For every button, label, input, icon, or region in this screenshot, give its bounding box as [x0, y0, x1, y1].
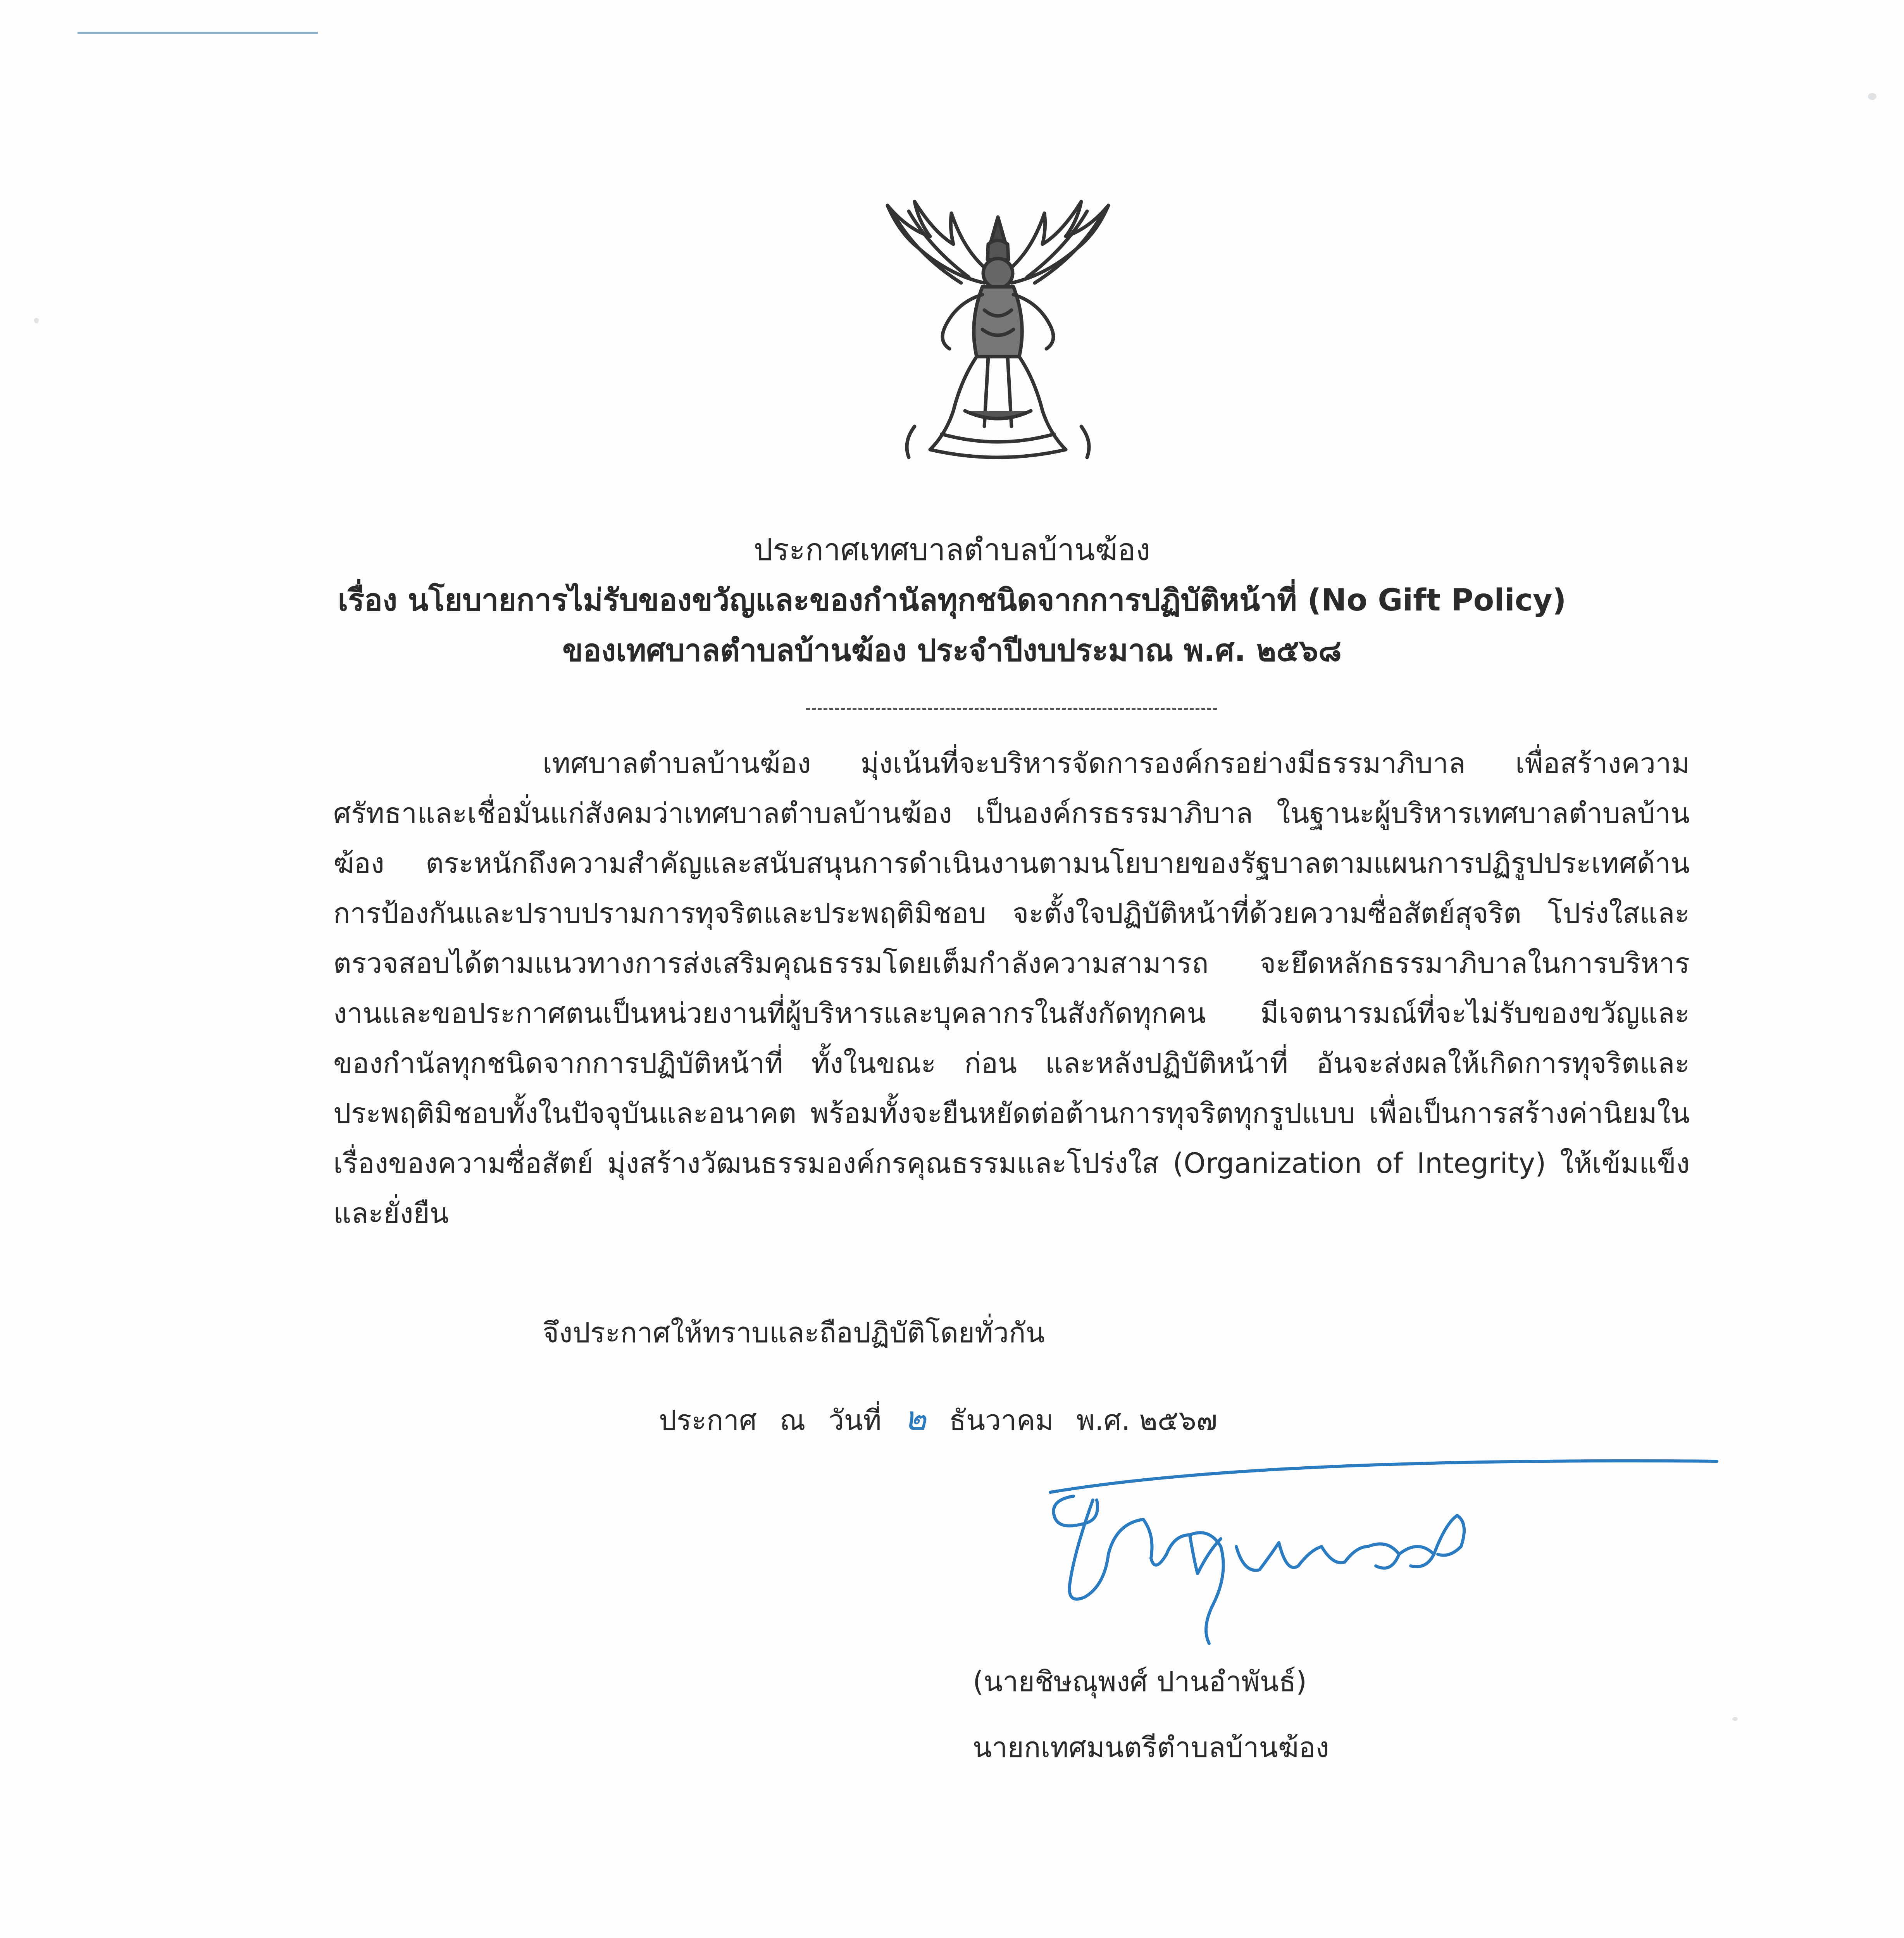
garuda-emblem-icon	[872, 194, 1124, 473]
body-paragraph: เทศบาลตำบลบ้านฆ้อง มุ่งเน้นที่จะบริหารจัดการองค์กรอย่างมีธรรมาภิบาล เพื่อสร้างความศรัทธาและเชื่อมั่นแก่สังคมว่าเทศบาลตำบลบ้านฆ้อง เป็นองค์กรธรรมาภิบาล ในฐานะผู้บริหารเทศบาลตำบลบ้านฆ้อง ตระหนักถึงความสำคัญและสนับสนุนการดำเนินงานตามนโยบายของรัฐบาลตามแผนการปฏิรูปประเทศด้านการป้องกันและปราบปรามการทุจริตและประพฤติมิชอบ จะตั้งใจปฏิบัติหน้าที่ด้วยความซื่อสัตย์สุจริต โปร่งใสและตรวจสอบได้ตามแนวทางการส่งเสริมคุณธรรมโดยเต็มกำลังความสามารถ จะยึดหลักธรรมาภิบาลในการบริหารงานและขอประกาศตนเป็นหน่วยงานที่ผู้บริหารและบุคลากรในสังกัดทุกคน มีเจตนารมณ์ที่จะไม่รับของขวัญและของกำนัลทุกชนิดจากการปฏิบัติหน้าที่ ทั้งในขณะ ก่อน และหลังปฏิบัติหน้าที่ อันจะส่งผลให้เกิดการทุจริตและประพฤติมิชอบทั้งในปัจจุบันและอนาคต พร้อมทั้งจะยืนหยัดต่อต้านการทุจริตทุกรูปแบบ เพื่อเป็นการสร้างค่านิยมในเรื่องของความซื่อสัตย์ มุ่งสร้างวัฒนธรรมองค์กรคุณธรรมและโปร่งใส (Organization of Integrity) ให้เข้มแข็งและยั่งยืน	[333, 747, 1690, 1229]
handwritten-signature	[1027, 1457, 1725, 1674]
date-month: ธันวาคม	[949, 1404, 1054, 1436]
closing-statement: จึงประกาศให้ทราบและถือปฏิบัติโดยทั่วกัน	[543, 1316, 1045, 1349]
document-issuer: ประกาศเทศบาลตำบลบ้านฆ้อง	[753, 533, 1151, 567]
date-year: พ.ศ. ๒๕๖๗	[1076, 1404, 1218, 1436]
date-day-label: วันที่	[828, 1404, 882, 1436]
signatory-title: นายกเทศมนตรีตำบลบ้านฆ้อง	[973, 1731, 1329, 1764]
date-prefix: ประกาศ	[659, 1404, 757, 1436]
signatory-name: (นายชิษณุพงศ์ ปานอำพันธ์)	[973, 1665, 1307, 1698]
scan-speck	[1732, 1717, 1738, 1721]
announcement-date	[659, 1391, 1231, 1445]
document-subject: เรื่อง นโยบายการไม่รับของขวัญและของกำนัลทุกชนิดจากการปฏิบัติหน้าที่ (No Gift Policy)	[338, 583, 1566, 618]
scan-speck	[1868, 93, 1876, 100]
date-at: ณ	[779, 1404, 806, 1436]
document-subject-line2: ของเทศบาลตำบลบ้านฆ้อง ประจำปีงบประมาณ พ.ศ. ๒๕๖๘	[562, 633, 1342, 668]
heading-divider	[806, 708, 1217, 710]
scan-edge-line	[78, 32, 318, 34]
scan-speck	[34, 318, 39, 323]
date-day: ๒	[904, 1399, 927, 1438]
